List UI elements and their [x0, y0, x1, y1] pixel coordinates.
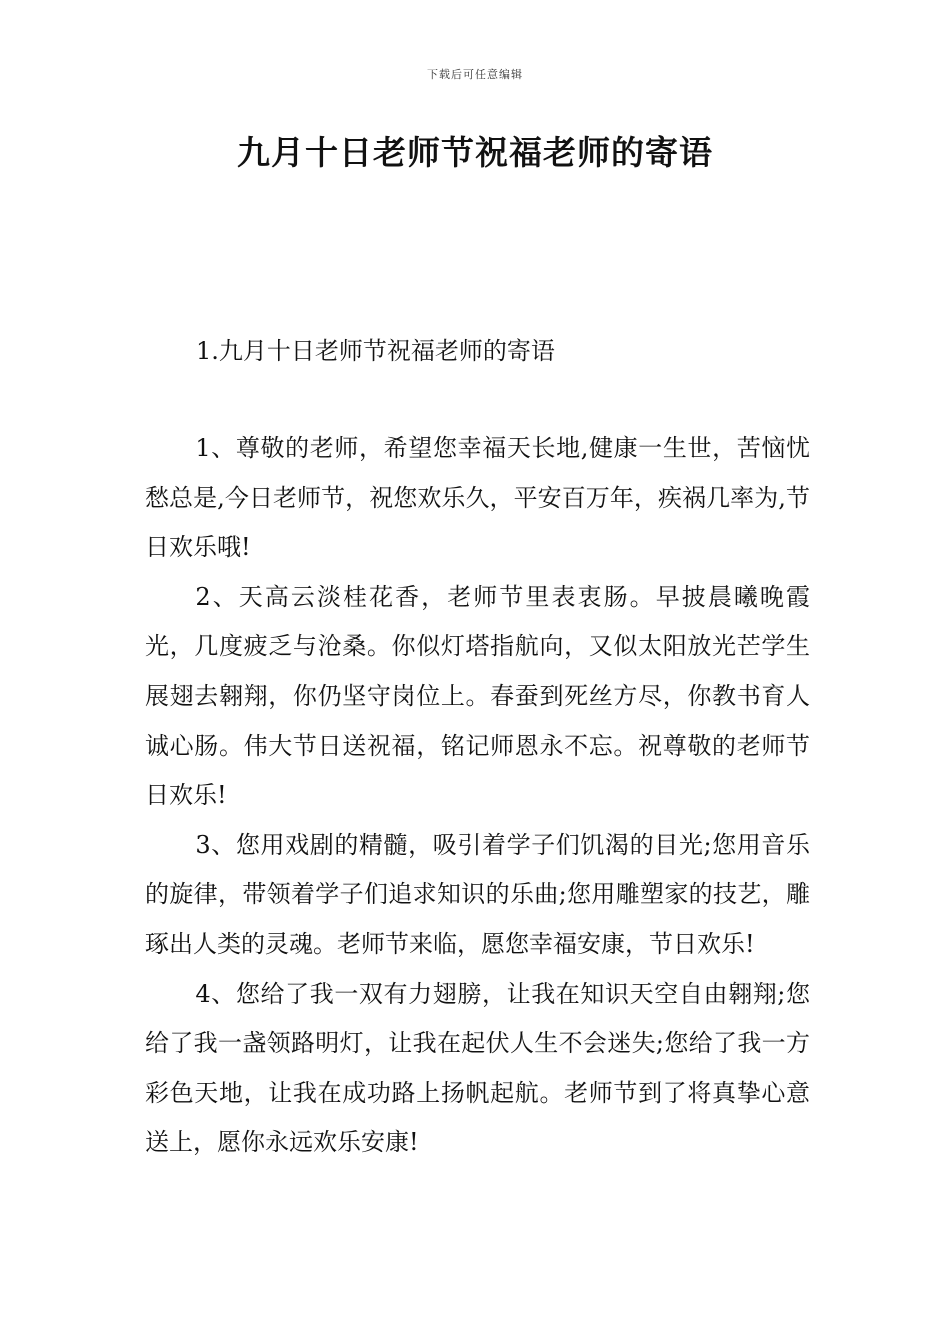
paragraph-1: 1、尊敬的老师，希望您幸福天长地,健康一生世，苦恼忧愁总是,今日老师节，祝您欢乐久，平安百万年，疾祸几率为,节日欢乐哦! — [145, 434, 810, 562]
header-note: 下载后可任意编辑 — [427, 68, 523, 81]
paragraph-3: 3、您用戏剧的精髓，吸引着学子们饥渴的目光;您用音乐的旋律，带领着学子们追求知识的乐曲;您用雕塑家的技艺，雕琢出人类的灵魂。老师节来临，愿您幸福安康，节日欢乐! — [145, 830, 810, 958]
section-heading: 1.九月十日老师节祝福老师的寄语 — [196, 337, 555, 365]
paragraph-2: 2、天高云淡桂花香，老师节里表衷肠。早披晨曦晚霞光，几度疲乏与沧桑。你似灯塔指航向，又似太阳放光芒学生展翅去翱翔，你仍坚守岗位上。春蚕到死丝方尽，你教书育人诚心肠。伟大节日送祝福，铭记师恩永不忘。祝尊敬的老师节日欢乐! — [145, 582, 810, 810]
document-title: 九月十日老师节祝福老师的寄语 — [237, 133, 713, 172]
body-text — [145, 424, 810, 1168]
paragraph-4: 4、您给了我一双有力翅膀，让我在知识天空自由翱翔;您给了我一盏领路明灯，让我在起伏人生不会迷失;您给了我一方彩色天地，让我在成功路上扬帆起航。老师节到了将真挚心意送上，愿你永远欢乐安康! — [145, 979, 810, 1157]
